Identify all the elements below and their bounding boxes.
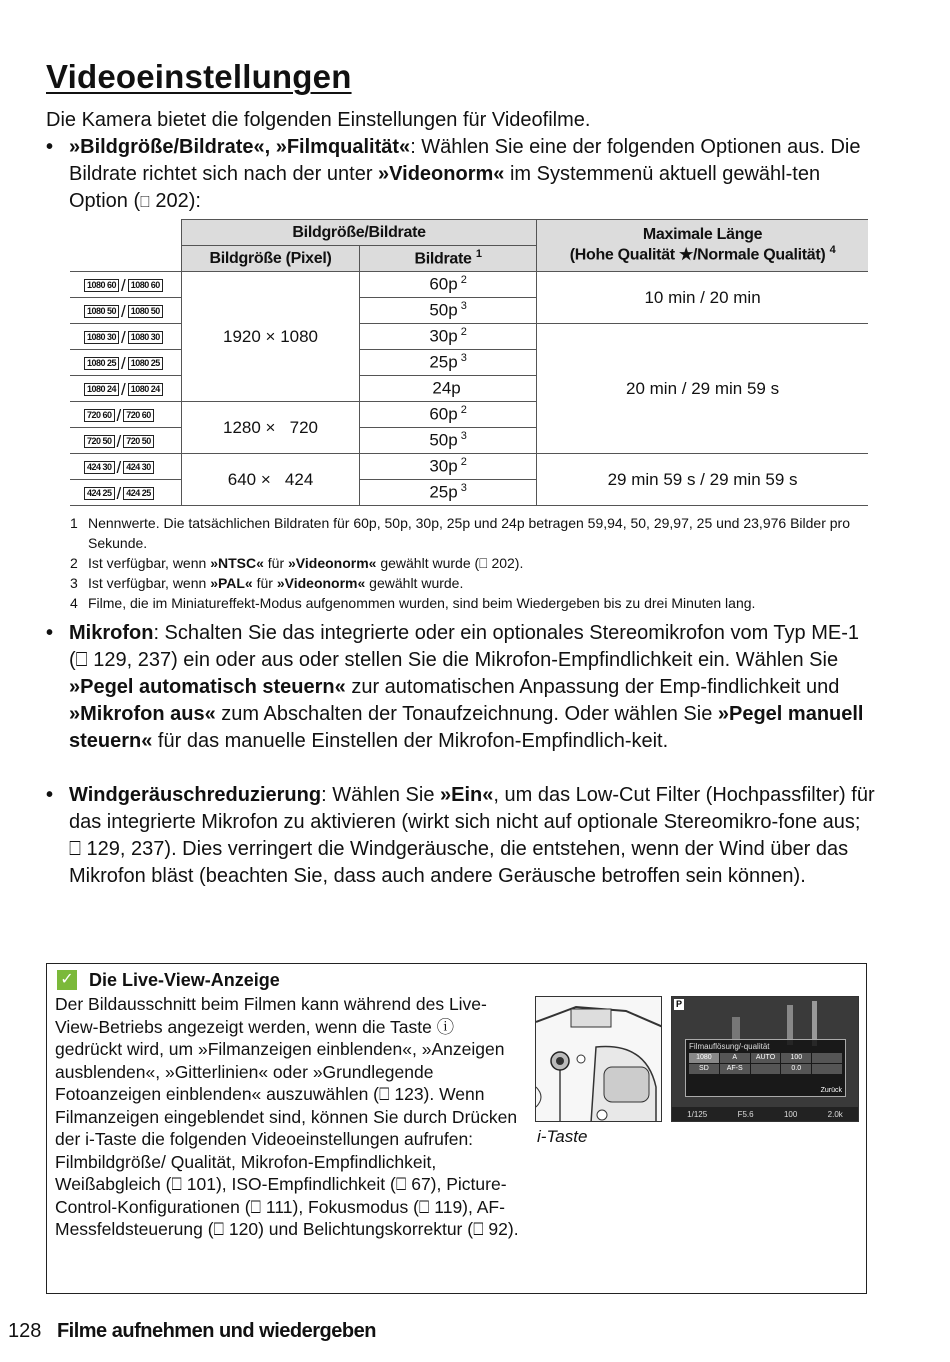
video-mode-icon-cell	[70, 480, 182, 506]
frame-rate-value: 50p	[429, 300, 458, 320]
video-size-icon: 1080 30	[128, 331, 163, 344]
footnote-text: Filme, die im Miniatureffekt-Modus aufgenommen wurden, sind beim Wiedergeben bis zu drei Minuten lang.	[88, 595, 756, 611]
video-mode-icon-cell	[70, 272, 182, 298]
frame-rate-sup: 2	[460, 326, 467, 339]
video-mode-icon-cell	[70, 350, 182, 376]
bullet-frame-size	[46, 134, 876, 215]
bullet-dot: •	[46, 622, 54, 644]
frame-rate-value: 50p	[429, 430, 458, 450]
icon-separator: /	[121, 275, 126, 295]
footnote-bold: »NTSC«	[210, 555, 264, 571]
footnote-text: für	[252, 575, 277, 591]
frame-rate-cell	[360, 324, 537, 350]
bullet-lead: Mikrofon	[69, 622, 154, 644]
lcd-menu-title: Filmauflösung/-qualität	[689, 1042, 770, 1051]
lcd-menu	[685, 1039, 846, 1097]
camera-label: i-Taste	[537, 1127, 588, 1146]
video-size-icon: 1080 50	[128, 305, 163, 318]
table-row	[70, 454, 868, 480]
frame-rate-value: 25p	[429, 482, 458, 502]
lcd-cell	[812, 1053, 842, 1063]
bullet-bold: »Pegel manuell steuern«	[69, 703, 864, 752]
lcd-status-bar	[672, 1107, 858, 1121]
frame-rate-sup: 3	[460, 482, 467, 495]
footnote	[70, 573, 870, 593]
head-max-line2: (Hohe Qualität ★/Normale Qualität)	[569, 246, 826, 264]
frame-size-cell: 1920 × 1080	[182, 272, 360, 402]
footnote	[70, 553, 870, 573]
head-rate-text: Bildrate	[414, 250, 472, 268]
lcd-count: 2.0k	[827, 1109, 843, 1119]
lcd-cell: AUTO	[751, 1053, 781, 1063]
footnote-bold: »PAL«	[210, 575, 253, 591]
frame-rate-value: 25p	[429, 352, 458, 372]
video-size-icon: 720 50	[84, 435, 115, 448]
lcd-cell: A	[720, 1053, 750, 1063]
video-mode-icon-cell	[70, 454, 182, 480]
bullet-text: im Systemmenü aktuell gewähl-ten Option (	[69, 163, 821, 212]
bullet-lead: Windgeräuschreduzierung	[69, 784, 322, 806]
page-title: Videoeinstellungen	[46, 58, 352, 95]
lcd-aperture: F5.6	[737, 1109, 754, 1119]
footnote-text: für	[263, 555, 288, 571]
table-head-group: Bildgröße/Bildrate	[182, 220, 537, 246]
table-blank-cell	[70, 246, 182, 272]
camera-drawing	[536, 997, 662, 1122]
max-length-cell: 10 min / 20 min	[537, 272, 868, 324]
frame-rate-value: 30p	[429, 326, 458, 346]
table-footnotes	[70, 513, 870, 613]
icon-separator: /	[121, 379, 126, 399]
video-mode-icon	[84, 458, 154, 478]
footnote-number: 1	[70, 515, 78, 531]
frame-rate-cell	[360, 272, 537, 298]
book-icon: ⎕	[140, 192, 150, 211]
bullet-dot: •	[46, 784, 54, 806]
lcd-cell: 0.0	[781, 1064, 811, 1074]
lcd-iso: 100	[783, 1109, 798, 1119]
video-mode-icon	[84, 432, 154, 452]
video-size-icon: 424 25	[84, 487, 115, 500]
lcd-cell: SD	[689, 1064, 719, 1074]
video-mode-icon	[84, 484, 154, 504]
bullet-microphone	[46, 620, 876, 755]
bullet-dot: •	[46, 136, 54, 158]
footnote-bold: »Videonorm«	[276, 575, 366, 591]
bullet-text: : Schalten Sie das integrierte oder ein optionales Stereomikrofon vom Typ ME-1 (⎕ 129, 237) ein oder aus oder stellen Sie die Mikrofon-Empfindlichkeit ein. Wählen Sie	[69, 622, 859, 671]
video-size-icon: 424 25	[123, 487, 154, 500]
lcd-shutter: 1/125	[687, 1109, 708, 1119]
lcd-cell: AF-S	[720, 1064, 750, 1074]
video-size-icon: 720 50	[123, 435, 154, 448]
video-size-icon: 1080 60	[128, 279, 163, 292]
video-size-icon: 1080 25	[84, 357, 119, 370]
footnote-text: gewählt wurde.	[365, 575, 464, 591]
footnote-number: 3	[70, 575, 78, 591]
frame-rate-value: 60p	[429, 404, 458, 424]
page-footer	[8, 1320, 376, 1343]
video-mode-icon-cell	[70, 428, 182, 454]
lcd-cell	[812, 1064, 842, 1074]
footnote-number: 4	[70, 595, 78, 611]
icon-separator: /	[116, 405, 122, 425]
frame-size-cell: 640 × 424	[182, 454, 360, 506]
bullet-lead: »Bildgröße/Bildrate«, »Filmqualität«	[69, 136, 411, 158]
video-size-icon: 424 30	[84, 461, 115, 474]
icon-separator: /	[121, 301, 126, 321]
max-length-cell: 20 min / 29 min 59 s	[537, 324, 868, 454]
frame-rate-sup: 2	[460, 456, 467, 469]
frame-rate-cell	[360, 298, 537, 324]
video-mode-icon-cell	[70, 376, 182, 402]
max-length-cell: 29 min 59 s / 29 min 59 s	[537, 454, 868, 506]
intro-text: Die Kamera bietet die folgenden Einstellungen für Videofilme.	[46, 109, 591, 131]
icon-separator: /	[116, 431, 122, 451]
video-size-icon: 424 30	[123, 461, 154, 474]
page-number: 128	[8, 1320, 42, 1342]
check-icon: ✓	[57, 970, 77, 990]
frame-rate-cell	[360, 376, 537, 402]
tip-title: Die Live-View-Anzeige	[89, 970, 280, 990]
frame-rate-cell	[360, 402, 537, 428]
frame-rate-sup: 3	[460, 352, 467, 365]
head-rate-sup: 1	[475, 248, 482, 261]
icon-separator: /	[116, 457, 122, 477]
bullet-bold: »Videonorm«	[378, 163, 505, 185]
frame-rate-value: 60p	[429, 274, 458, 294]
table-head-max	[537, 220, 868, 272]
frame-rate-cell	[360, 480, 537, 506]
footnote-text: Ist verfügbar, wenn	[88, 555, 211, 571]
camera-back-illustration	[535, 996, 662, 1122]
video-mode-icon	[84, 276, 163, 296]
video-mode-icon	[84, 302, 163, 322]
video-size-icon: 1080 25	[128, 357, 163, 370]
video-mode-icon-cell	[70, 298, 182, 324]
lcd-menu-grid	[686, 1053, 845, 1074]
bullet-text: für das manuelle Einstellen der Mikrofon-Empfindlich-keit.	[152, 730, 669, 752]
bullet-bold: »Ein«	[440, 784, 494, 806]
tip-text: Der Bildausschnitt beim Filmen kann während des Live-View-Betriebs angezeigt werden, wenn die Taste ⓘ gedrückt wird, um »Filmanzeigen einblenden«, »Anzeigen ausblenden«, »Gitterlinien« oder »Grundlegende Fotoanzeigen einblenden« auszuwählen (⎕ 123). Wenn Filmanzeigen eingeblendet sind, können Sie durch Drücken der i-Taste die folgenden Videoeinstellungen aufrufen: Filmbildgröße/ Qualität, Mikrofon-Empfindlichkeit, Weißabgleich (⎕ 101), ISO-Empfindlichkeit (⎕ 67), Picture-Control-Konfigurationen (⎕ 111), Fokusmodus (⎕ 119), AF-Messfeldsteuerung (⎕ 120) und Belichtungskorrektur (⎕ 92).	[55, 994, 519, 1239]
icon-separator: /	[121, 353, 126, 373]
footnote	[70, 593, 870, 613]
frame-rate-sup: 2	[460, 274, 467, 287]
video-mode-icon	[84, 328, 163, 348]
bullet-wind-noise	[46, 782, 876, 890]
bullet-bold: »Mikrofon aus«	[69, 703, 216, 725]
footnote-text: gewählt wurde (⎕ 202).	[376, 555, 524, 571]
section-title: Filme aufnehmen und wiedergeben	[56, 1320, 376, 1342]
video-mode-icon-cell	[70, 402, 182, 428]
video-mode-icon	[84, 380, 163, 400]
frame-rate-sup: 3	[460, 430, 467, 443]
frame-rate-value: 24p	[432, 378, 461, 398]
icon-separator: /	[121, 327, 126, 347]
video-mode-icon	[84, 406, 154, 426]
video-size-icon: 1080 30	[84, 331, 119, 344]
lcd-screen-illustration	[671, 996, 859, 1122]
footnote	[70, 513, 870, 553]
bullet-text: : Wählen Sie	[321, 784, 441, 806]
footnote-text: Ist verfügbar, wenn	[88, 575, 211, 591]
lcd-cell: 100	[781, 1053, 811, 1063]
video-size-icon: 720 60	[123, 409, 154, 422]
video-size-icon: 1080 60	[84, 279, 119, 292]
head-max-line1: Maximale Länge	[642, 226, 763, 244]
video-mode-icon	[84, 354, 163, 374]
table-head-size: Bildgröße (Pixel)	[182, 246, 360, 272]
lcd-cell: 1080	[689, 1053, 719, 1063]
video-size-icon: 720 60	[84, 409, 115, 422]
frame-size-cell: 1280 × 720	[182, 402, 360, 454]
video-size-icon: 1080 24	[128, 383, 163, 396]
lcd-cell	[751, 1064, 781, 1074]
icon-separator: /	[116, 483, 122, 503]
head-max-sup: 4	[829, 244, 836, 257]
lcd-back-label: Zurück	[820, 1087, 842, 1094]
footnote-text: Nennwerte. Die tatsächlichen Bildraten für 60p, 50p, 30p, 25p und 24p betragen 59,94, 50, 29,97, 25 und 23,976 Bilder pro Sekunde.	[88, 515, 850, 551]
bullet-text: zum Abschalten der Tonaufzeichnung. Oder wählen Sie	[215, 703, 718, 725]
bullet-bold: »Pegel automatisch steuern«	[69, 676, 346, 698]
frame-rate-cell	[360, 428, 537, 454]
footnote-number: 2	[70, 555, 78, 571]
bullet-text: 202):	[149, 190, 201, 212]
frame-rate-table	[70, 219, 868, 506]
frame-rate-value: 30p	[429, 456, 458, 476]
table-head-rate	[360, 246, 537, 272]
table-row	[70, 272, 868, 298]
video-size-icon: 1080 24	[84, 383, 119, 396]
video-size-icon: 1080 50	[84, 305, 119, 318]
frame-rate-sup: 3	[460, 300, 467, 313]
footnote-bold: »Videonorm«	[288, 555, 377, 571]
video-mode-icon-cell	[70, 324, 182, 350]
bullet-text: , um das Low-Cut Filter (Hochpassfilter) für das integrierte Mikrofon zu aktivieren (wirkt sich nicht auf optionale Stereomikro-fone aus; ⎕ 129, 237). Dies verringert die Windgeräusche, die entstehen, wenn der Wind über das Mikrofon bläst (beachten Sie, dass auch andere Geräusche betroffen sein können).	[69, 784, 875, 887]
frame-rate-sup: 2	[460, 404, 467, 417]
frame-rate-cell	[360, 454, 537, 480]
bullet-text: : Wählen Sie eine der folgenden Optionen aus. Die Bildrate richtet sich nach der unter	[69, 136, 861, 185]
frame-rate-cell	[360, 350, 537, 376]
table-blank-cell	[70, 220, 182, 246]
mode-indicator: P	[676, 999, 683, 1009]
bullet-text: zur automatischen Anpassung der Emp-findlichkeit und	[345, 676, 840, 698]
